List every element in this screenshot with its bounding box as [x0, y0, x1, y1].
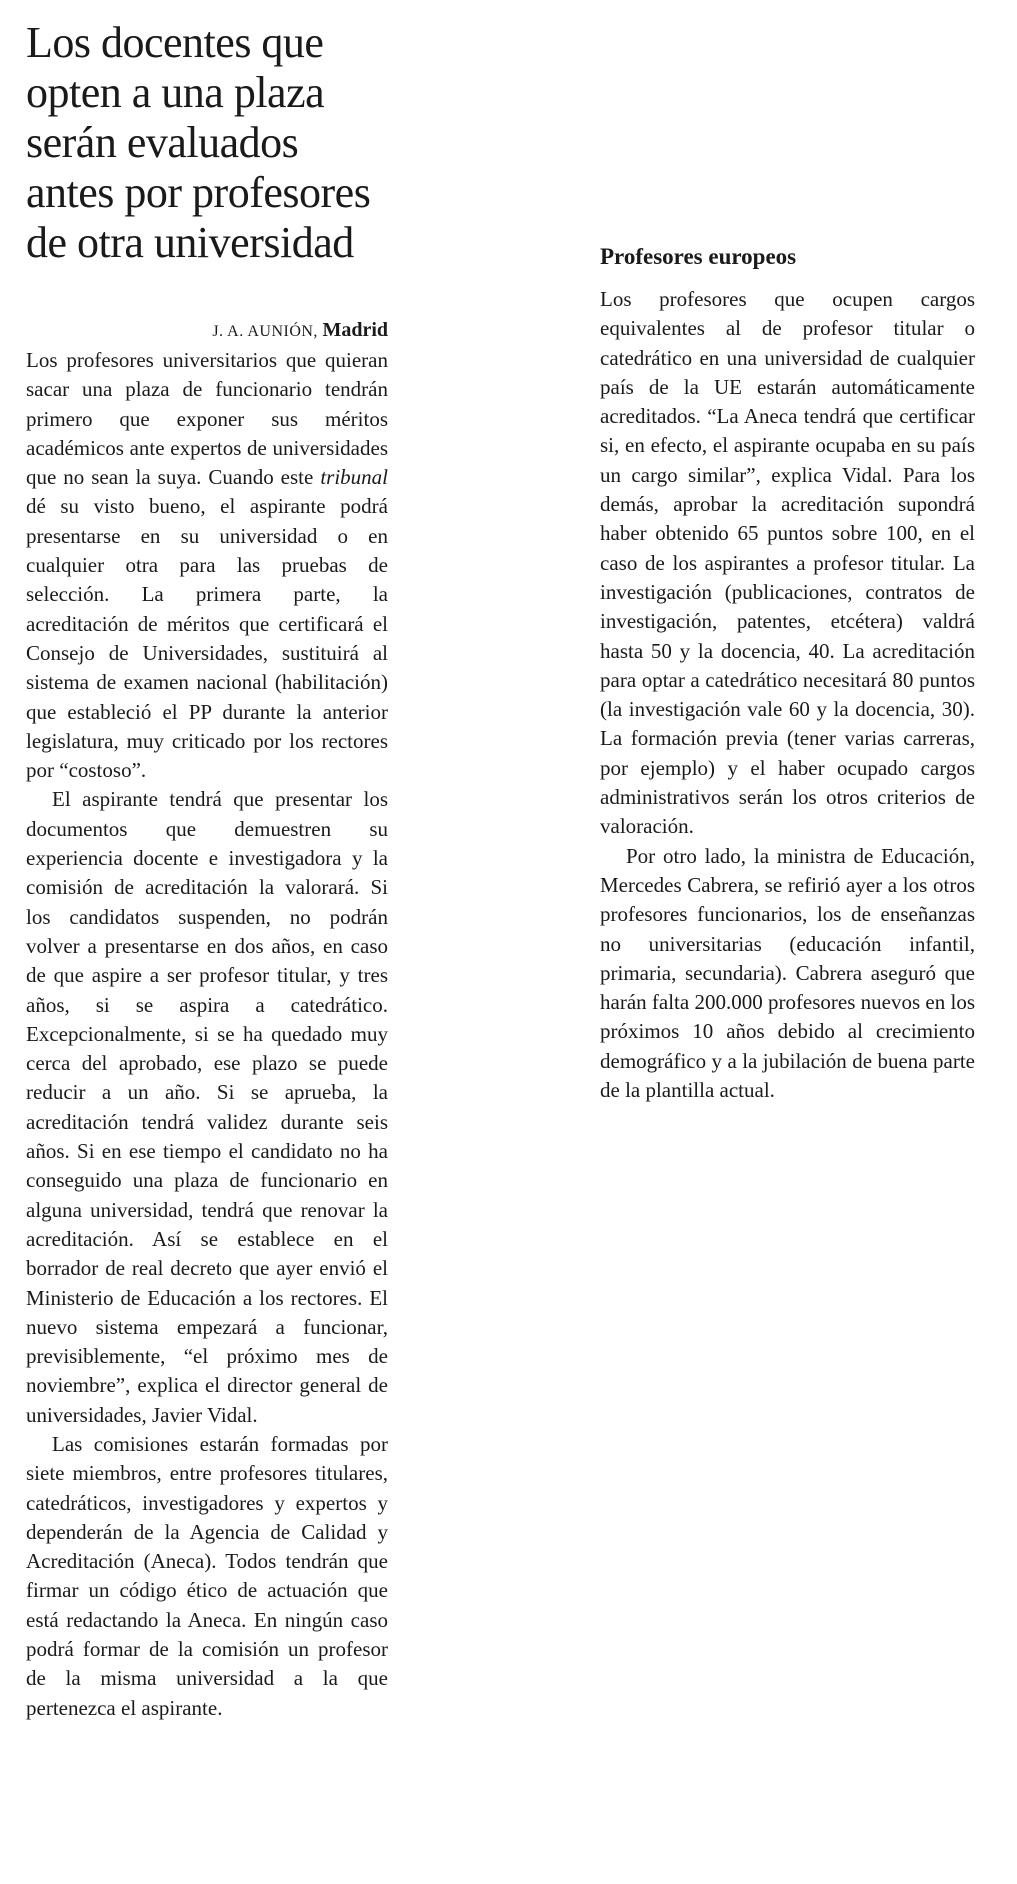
sidebar-title: Profesores europeos	[600, 244, 797, 269]
article-body	[26, 346, 388, 1723]
byline	[26, 317, 388, 345]
sidebar-paragraph: Los profesores que ocupen cargos equivalentes al de profesor titular o catedrático en una universidad de cualquier país de la UE estarán automáticamente acreditados. “La Aneca tendrá que certificar si, en efecto, el aspirante ocupaba en su país un cargo similar”, explica Vidal. Para los demás, aprobar la acreditación supondrá haber obtenido 65 puntos sobre 100, en el caso de los aspirantes a profesor titular. La investigación (publicaciones, contratos de investigación, patentes, etcétera) valdrá hasta 50 y la docencia, 40. La acreditación para optar a catedrático necesitará 80 puntos (la investigación vale 60 y la docencia, 30). La formación previa (tener varias carreras, por ejemplo) y el haber ocupado cargos administrativos serán los otros criterios de valoración.	[600, 287, 975, 839]
body-paragraph: Las comisiones estarán formadas por siete miembros, entre profesores titulares, catedráticos, investigadores y expertos y dependerán de la Agencia de Calidad y Acreditación (Aneca). Todos tendrán que firmar un código ético de actuación que está redactando la Aneca. En ningún caso podrá formar de la comisión un profesor de la misma universidad a la que pertenezca el aspirante.	[26, 1431, 388, 1720]
sidebar-paragraph: Por otro lado, la ministra de Educación, Mercedes Cabrera, se refirió ayer a los otros profesores funcionarios, los de enseñanzas no universitarias (educación infantil, primaria, secundaria). Cabrera aseguró que harán falta 200.000 profesores nuevos en los próximos 10 años debido al crecimiento demográfico y a la jubilación de buena parte de la plantilla actual.	[600, 843, 975, 1103]
headline-line: Los docentes que	[26, 18, 324, 67]
article-headline	[26, 18, 426, 268]
sidebar-body	[600, 285, 975, 1105]
body-emphasis: tribunal	[320, 465, 388, 490]
byline-place: Madrid	[322, 319, 388, 341]
body-text: dé su visto bueno, el aspirante podrá presentarse en su universidad o en cualquier otra para las pruebas de selección. La primera parte, la acreditación de méritos que certificará el Consejo de Universidades, sustituirá al sistema de examen nacional (habilitación) que estableció el PP durante la anterior legislatura, muy criticado por los rectores por “costoso”.	[26, 494, 388, 783]
byline-author: J. A. AUNIÓN,	[212, 323, 318, 340]
headline-line: opten a una plaza	[26, 68, 325, 117]
body-text: Los profesores universitarios que quieran sacar una plaza de funcionario tendrán primero que exponer sus méritos académicos ante expertos de universidades que no sean la suya. Cuando este	[26, 348, 388, 490]
headline-line: serán evaluados	[26, 118, 299, 167]
body-paragraph	[26, 346, 388, 785]
headline-line: antes por profesores	[26, 168, 371, 217]
body-paragraph: El aspirante tendrá que presentar los documentos que demuestren su experiencia docente e investigadora y la comisión de acreditación la valorará. Si los candidatos suspenden, no podrán volver a presentarse en dos años, en caso de que aspire a ser profesor titular, y tres años, si se aspira a catedrático. Excepcionalmente, si se ha quedado muy cerca del aprobado, ese plazo se puede reducir a un año. Si se aprueba, la acreditación tendrá validez durante seis años. Si en ese tiempo el candidato no ha conseguido una plaza de funcionario en alguna universidad, tendrá que renovar la acreditación. Así se establece en el borrador de real decreto que ayer envió el Ministerio de Educación a los rectores. El nuevo sistema empezará a funcionar, previsiblemente, “el próximo mes de noviembre”, explica el director general de universidades, Javier Vidal.	[26, 787, 388, 1427]
headline-line: de otra universidad	[26, 218, 354, 267]
